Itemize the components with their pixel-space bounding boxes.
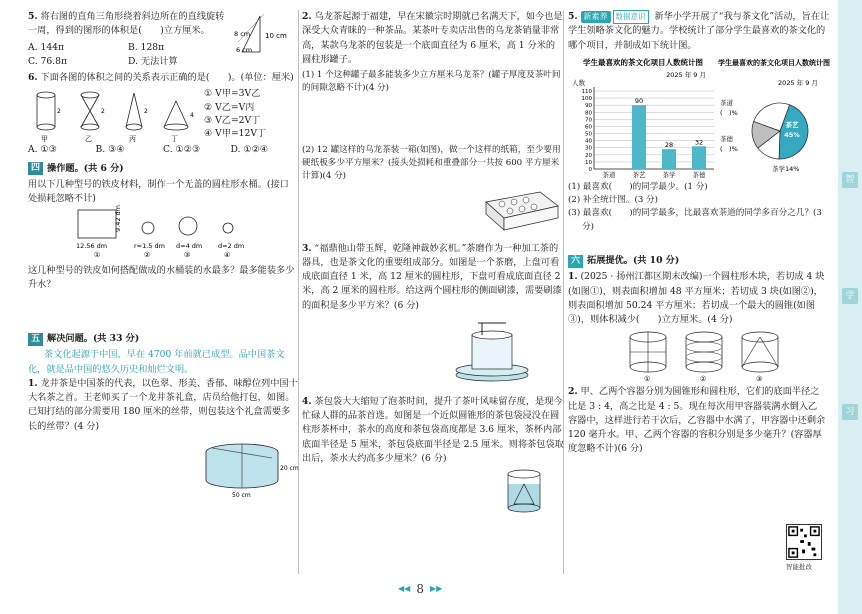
fig-label: r=1.5 dm xyxy=(134,242,165,251)
chart-title: 学生最喜欢的茶文化项目人数统计图 xyxy=(718,58,830,67)
question-number: 2. xyxy=(302,11,312,22)
option-a: A. ①③ xyxy=(28,144,57,156)
x-tick-label: 茶学 xyxy=(662,170,676,179)
cylinder-1 xyxy=(630,332,666,372)
sub-question: (2) 补全统计图。(3 分) xyxy=(568,195,658,206)
qr-code[interactable] xyxy=(786,524,822,560)
y-tick-label: 60 xyxy=(585,124,592,131)
fig-label: 10 cm xyxy=(265,32,287,40)
right-triangle-figure xyxy=(232,12,298,56)
fig-label: 20 cm xyxy=(280,464,299,472)
fig-num: ② xyxy=(144,251,151,260)
question-number: 5. xyxy=(568,11,578,22)
fig-dim: 4 xyxy=(190,112,194,120)
y-axis-label: 人数 xyxy=(572,78,585,87)
x-tick-label: 茶德 xyxy=(692,170,706,179)
chart-title: 学生最喜欢的茶文化项目人数统计图 xyxy=(583,57,703,67)
fig-label: 12.56 dm xyxy=(76,242,108,251)
column-left xyxy=(28,10,298,505)
section-4-header xyxy=(28,162,298,176)
bar-chart xyxy=(568,55,718,181)
y-tick-label: 10 xyxy=(585,159,592,166)
y-tick-label: 80 xyxy=(585,110,592,117)
column-middle xyxy=(302,10,564,516)
fig-label: 50 cm xyxy=(232,491,251,499)
relation-item: ① V甲=3V乙 xyxy=(204,88,261,100)
section-5-question-1 xyxy=(28,377,298,503)
tea-mill-figure xyxy=(302,313,562,387)
relation-item: ② V乙=V丙 xyxy=(204,101,255,113)
section-6-question-2 xyxy=(568,385,830,456)
sub-question: (1) 1 个这种罐子最多能装多少立方厘米乌龙茶？(罐子厚度及茶叶间的间隙忽略不计)(4 分) xyxy=(302,70,561,94)
question-number: 3. xyxy=(302,242,312,254)
slice-label: 茶德 xyxy=(720,134,733,143)
section-6-header xyxy=(568,254,830,268)
fig-num: ② xyxy=(700,375,707,384)
column-right xyxy=(568,10,830,459)
relation-item: ③ V乙=2V丁 xyxy=(204,114,261,126)
fig-num: ③ xyxy=(184,251,191,260)
fig-num: ① xyxy=(644,375,651,384)
page-number: 8 xyxy=(416,582,424,596)
section-badge: 五 xyxy=(28,333,43,346)
fig-num: ④ xyxy=(224,251,231,260)
section-title: 拓展提优。(共 10 分) xyxy=(587,255,680,266)
section-6-question-1 xyxy=(568,270,830,383)
bar xyxy=(662,149,676,169)
section-4-body xyxy=(28,178,298,292)
y-tick-label: 40 xyxy=(585,138,592,145)
data-label: 28 xyxy=(664,140,674,149)
x-tick-label: 茶艺 xyxy=(632,170,646,179)
gift-box-figure xyxy=(28,436,299,499)
question-number: 1. xyxy=(28,377,38,389)
y-tick-label: 20 xyxy=(585,152,592,159)
option-b: B. ③④ xyxy=(95,144,125,156)
question-5-right xyxy=(568,10,830,53)
question-text: 龙井茶是中国茶的代表，以色翠、形美、香郁、味醇位列中国十大名茶之首。王老师买了一个龙井茶礼盒，店员给他打包，如图。已知打结的部分需要用 180 厘米的丝带，则包装这个礼盒需要多长的丝带？(4 分) xyxy=(28,377,298,432)
option-c: C. 76.8π xyxy=(28,55,68,67)
fig-dim: 2 xyxy=(144,108,148,116)
next-arrow-icon[interactable]: ▶▶ xyxy=(429,584,443,594)
question-number: 6. xyxy=(28,72,38,83)
iron-sheet-figure xyxy=(28,205,288,260)
question-text: 下面各图的体积之间的关系表示正确的是( )。(单位：厘米) xyxy=(40,72,294,83)
question-text: (2025 · 扬州江都区期末改编)一个圆柱形木块，若切成 4 块(如图①)，则表面积增加 48 平方厘米；若切成 3 块(如图②)，则表面积增加 50.24 平方厘米；若切成一个最大的圆锥(如图③)，则体积减少( )立方厘米。(4 分) xyxy=(568,271,825,325)
sub-question: (2) 12 罐这样的乌龙茶装一箱(如图)，做一个这样的纸箱，至少要用硬纸板多少平方厘米？(接头处损耗和重叠部分一共按 600 平方厘米计算)(4 分) xyxy=(302,144,561,182)
solids-figure xyxy=(28,87,200,143)
y-tick-label: 30 xyxy=(585,145,592,152)
section-intro: 茶文化起源于中国，早在 4700 年前就已成型。品中国茶文化，就是品中国的悠久历史和灿烂文明。 xyxy=(28,349,285,375)
cylinder-2 xyxy=(686,332,722,372)
question-text: 茶包袋大大缩短了泡茶时间，提升了茶叶风味留存度，是现今忙碌人群的品茶首选。如图是一个近似圆锥形的茶包袋浸没在圆柱形茶杯中，茶水的高度和茶包袋高度都是 3.6 厘米，茶杯内部底面半径是 5 厘米，茶包袋底面半径是 2.5 厘米。则将茶包袋取出后，茶水大约高多少厘米？(6 分) xyxy=(302,395,564,464)
fig-dim: 2 xyxy=(57,108,61,116)
slice-label: 茶学14% xyxy=(772,164,800,173)
question-number: 1. xyxy=(568,271,578,283)
option-a: A. 144π xyxy=(28,41,65,53)
fig-label: d=4 dm xyxy=(176,242,203,251)
side-tab: 习 xyxy=(842,404,858,420)
data-label: 32 xyxy=(694,138,704,147)
slice-value: ( )% xyxy=(720,144,738,153)
question-text: 用以下几种型号的铁皮材料，制作一个无盖的圆柱形水桶。(接口处损耗忽略不计) xyxy=(28,178,289,204)
bar xyxy=(692,146,706,169)
question-text: 新华小学开展了“我与茶文化”活动，旨在让学生领略茶文化的魅力。学校统计了部分学生最喜欢的茶文化的哪个项目，并制成如下统计图。 xyxy=(568,11,830,51)
side-tab: 智 xyxy=(842,172,858,188)
y-tick-label: 70 xyxy=(585,117,592,124)
option-c: C. ①②③ xyxy=(163,144,201,156)
cylinder-3 xyxy=(742,332,778,372)
section-title: 操作题。(共 6 分) xyxy=(47,162,124,174)
question-text: “福鼎他山带玉辉，乾隆神裁妙玄机。”茶磨作为一种加工茶的器具，也是茶文化的重要组成部分。如图是一个茶磨，上盘可看成底面直径 1 米，高 12 厘米的圆柱形，下盘可看成底面直径 2 米，高 2 厘米的圆柱形。给这两个圆柱形的侧面刷漆，需要刷漆的面积是多少平方米？(6 分) xyxy=(302,242,562,311)
slice-label: 茶道 xyxy=(720,98,733,107)
y-tick-label: 110 xyxy=(581,88,592,95)
y-tick-label: 0 xyxy=(588,166,592,173)
page-number-bar xyxy=(398,580,442,599)
relation-item: ④ V甲=12V丁 xyxy=(204,128,267,140)
slice-label: 茶艺 xyxy=(785,120,799,129)
fig-num: ① xyxy=(94,251,101,260)
fig-name: 甲 xyxy=(41,135,48,144)
column-divider xyxy=(298,10,299,574)
question-number: 4. xyxy=(302,395,312,407)
question-number: 5. xyxy=(28,11,38,22)
question-text: 甲、乙两个容器分别为圆锥形和圆柱形，它们的底面半径之比是 3 : 4，高之比是 4 : 5。现在每次用甲容器装满水倒入乙容器中，这样进行若干次后，乙容器中水满了，甲容器中还剩余 120 毫升水。甲、乙两个容器的容积分别是多少毫升？(容器厚度忽略不计)(6 分) xyxy=(568,386,826,455)
question-4 xyxy=(302,395,564,514)
fig-label: d=2 dm xyxy=(218,242,245,251)
question-number: 2. xyxy=(568,386,578,398)
data-awareness-tag: 数据意识 xyxy=(613,10,649,24)
side-band xyxy=(838,0,862,614)
fig-name: 乙 xyxy=(85,135,92,144)
chart-date: 2025 年 9 月 xyxy=(778,78,818,87)
fig-label: 6 cm xyxy=(236,46,253,54)
cylinder-cut-figure xyxy=(568,327,828,383)
fig-name: 丁 xyxy=(171,135,178,144)
fig-dim: 2 xyxy=(101,108,105,116)
fig-name: 丙 xyxy=(129,135,136,144)
option-d: D. ①②④ xyxy=(230,144,269,156)
chart-date: 2025 年 9 月 xyxy=(666,70,706,79)
y-tick-label: 50 xyxy=(585,131,592,138)
option-d: D. 无法计算 xyxy=(128,55,178,67)
question-5 xyxy=(28,10,298,69)
fig-num: ③ xyxy=(756,375,763,384)
section-badge: 四 xyxy=(28,162,43,175)
qr-label: 智能批改 xyxy=(786,563,812,571)
pie-chart xyxy=(718,55,830,181)
sub-question: (1) 最喜欢( )的同学最少。(1 分) xyxy=(568,181,708,192)
fig-label: 9.42 dm xyxy=(114,205,122,233)
question-2 xyxy=(302,10,564,232)
question-3 xyxy=(302,242,564,387)
fig-label: 8 cm xyxy=(234,30,251,38)
data-label: 90 xyxy=(634,96,644,105)
section-5-header xyxy=(28,332,298,346)
new-literacy-tag: 新素养 xyxy=(581,11,611,23)
y-tick-label: 90 xyxy=(585,102,592,109)
bar xyxy=(632,105,646,169)
prev-arrow-icon[interactable]: ◀◀ xyxy=(398,584,411,594)
sub-question: (3) 最喜欢( )的同学最多，比最喜欢茶道的同学多百分之几？(3 分) xyxy=(568,208,822,232)
y-tick-label: 100 xyxy=(581,95,592,102)
tea-cup-figure xyxy=(302,466,562,514)
question-6 xyxy=(28,71,298,158)
side-tab: 学 xyxy=(842,288,858,304)
option-b: B. 128π xyxy=(128,41,165,53)
section-badge: 六 xyxy=(568,255,583,268)
slice-value: 45% xyxy=(784,130,800,139)
slice-value: ( )% xyxy=(720,108,738,117)
x-tick-label: 茶道 xyxy=(602,170,616,179)
section-title: 解决问题。(共 33 分) xyxy=(47,333,140,344)
question-text: 将右图的直角三角形绕着斜边所在的直线旋转一周，得到的图形的体积是( )立方厘米。 xyxy=(28,11,225,37)
question-text: 这几种型号的铁皮如何搭配做成的水桶装的水最多？最多能装多少升水？ xyxy=(28,264,295,290)
question-text: 乌龙茶起源于福建，早在宋徽宗时期就已名满天下，如今也是深受大众青睐的一种茶品。某茶叶专卖店出售的乌龙茶销量非常高，某款乌龙茶的包装是一个底面直径为 6 厘米，高 1 分米的圆柱形罐子。 xyxy=(302,11,563,65)
